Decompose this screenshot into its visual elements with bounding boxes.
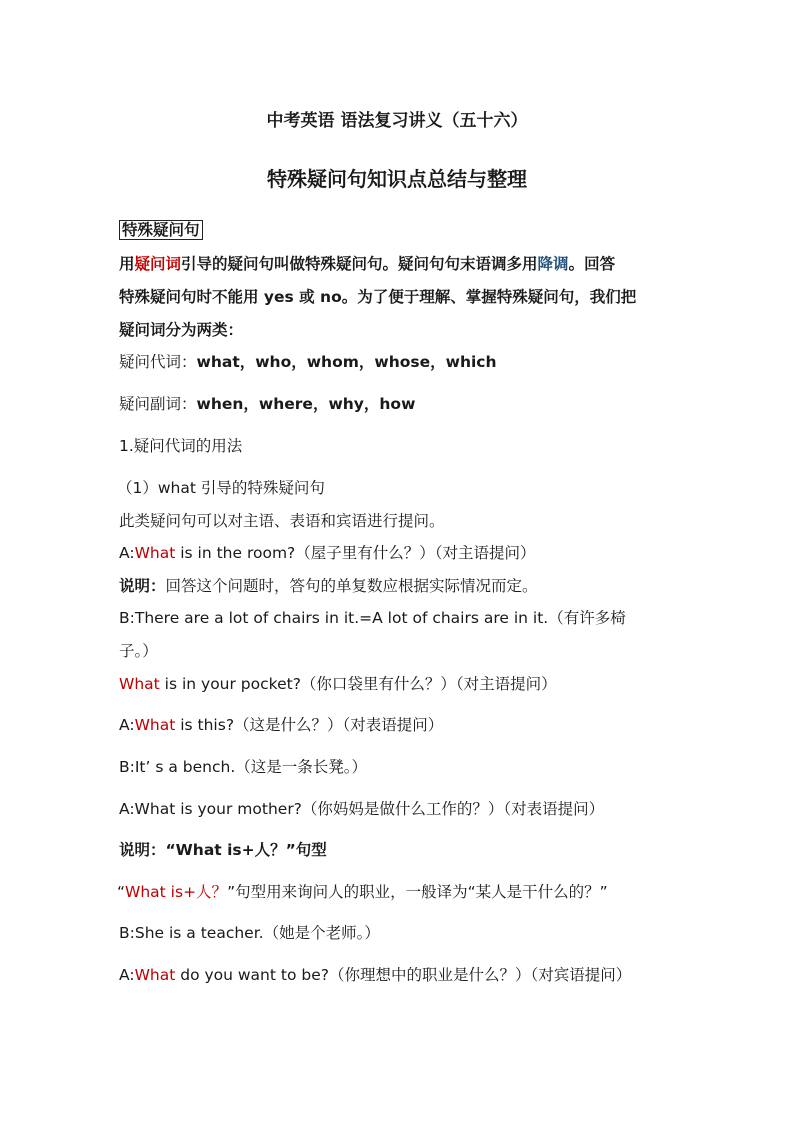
note-3-open-quote: “	[117, 883, 126, 901]
adverbs-list: when，where，why，how	[196, 395, 416, 413]
pronouns-list: what，who，whom，whose，which	[196, 353, 497, 371]
note-2: 说明：“What is+人？”句型	[119, 841, 327, 859]
intro-line-3: 疑问词分为两类：	[119, 321, 244, 339]
intro-line-2: 特殊疑问句时不能用 yes 或 no。为了便于理解、掌握特殊疑问句，我们把	[119, 288, 637, 306]
note-3-keyword: What is+人？	[125, 883, 228, 901]
pronouns-label: 疑问代词：	[119, 353, 197, 371]
document-subtitle: 特殊疑问句知识点总结与整理	[267, 167, 527, 191]
example-8-prefix: A:	[119, 966, 135, 984]
intro-text-c: 。回答	[568, 255, 616, 273]
example-2-line-1: B:There are a lot of chairs in it.=A lot of chairs are in it.（有许多椅	[119, 609, 626, 627]
example-1-prefix: A:	[119, 544, 135, 562]
document-title: 中考英语 语法复习讲义（五十六）	[266, 111, 528, 131]
example-8-keyword: What	[134, 966, 176, 984]
example-4	[119, 713, 443, 735]
heading-pronoun-usage: 1.疑问代词的用法	[119, 437, 243, 455]
example-6: A:What is your mother?（你妈妈是做什么工作的？）（对表语提问）	[119, 800, 605, 818]
example-8	[119, 963, 631, 985]
intro-keyword-falling-tone: 降调	[537, 255, 569, 273]
example-1	[119, 541, 536, 563]
heading-what-questions: （1）what 引导的特殊疑问句	[117, 479, 325, 497]
section-heading: 特殊疑问句	[119, 220, 203, 240]
example-5: B:It’ s a bench.（这是一条长凳。）	[119, 758, 368, 776]
note-1-label: 说明：	[119, 577, 166, 595]
note-3	[117, 880, 608, 902]
example-1-keyword: What	[134, 544, 176, 562]
example-8-text: do you want to be?（你理想中的职业是什么？）（对宾语提问）	[175, 966, 632, 984]
adverbs-label: 疑问副词：	[119, 395, 197, 413]
intro-line-1	[119, 252, 615, 274]
example-3	[119, 672, 557, 694]
example-4-keyword: What	[134, 716, 176, 734]
example-4-text: is this?（这是什么？）（对表语提问）	[175, 716, 444, 734]
intro-text-b: 引导的疑问句叫做特殊疑问句。疑问句句末语调多用	[181, 255, 538, 273]
note-3-text: ”句型用来询问人的职业，一般译为“某人是干什么的？”	[227, 883, 608, 901]
note-1	[119, 574, 538, 596]
example-1-text: is in the room?（屋子里有什么？）（对主语提问）	[175, 544, 536, 562]
adverbs-line	[119, 392, 415, 414]
example-7: B:She is a teacher.（她是个老师。）	[119, 924, 380, 942]
example-3-keyword: What	[119, 675, 160, 693]
section-heading-line	[119, 218, 203, 240]
example-3-text: is in your pocket?（你口袋里有什么？）（对主语提问）	[159, 675, 557, 693]
example-2-line-2: 子。）	[119, 642, 158, 660]
intro-keyword-question-word: 疑问词	[134, 255, 182, 273]
intro-text-a: 用	[119, 255, 135, 273]
description-line: 此类疑问句可以对主语、表语和宾语进行提问。	[119, 512, 445, 530]
note-1-text: 回答这个问题时，答句的单复数应根据实际情况而定。	[165, 577, 538, 595]
example-4-prefix: A:	[119, 716, 135, 734]
pronouns-line	[119, 350, 497, 372]
